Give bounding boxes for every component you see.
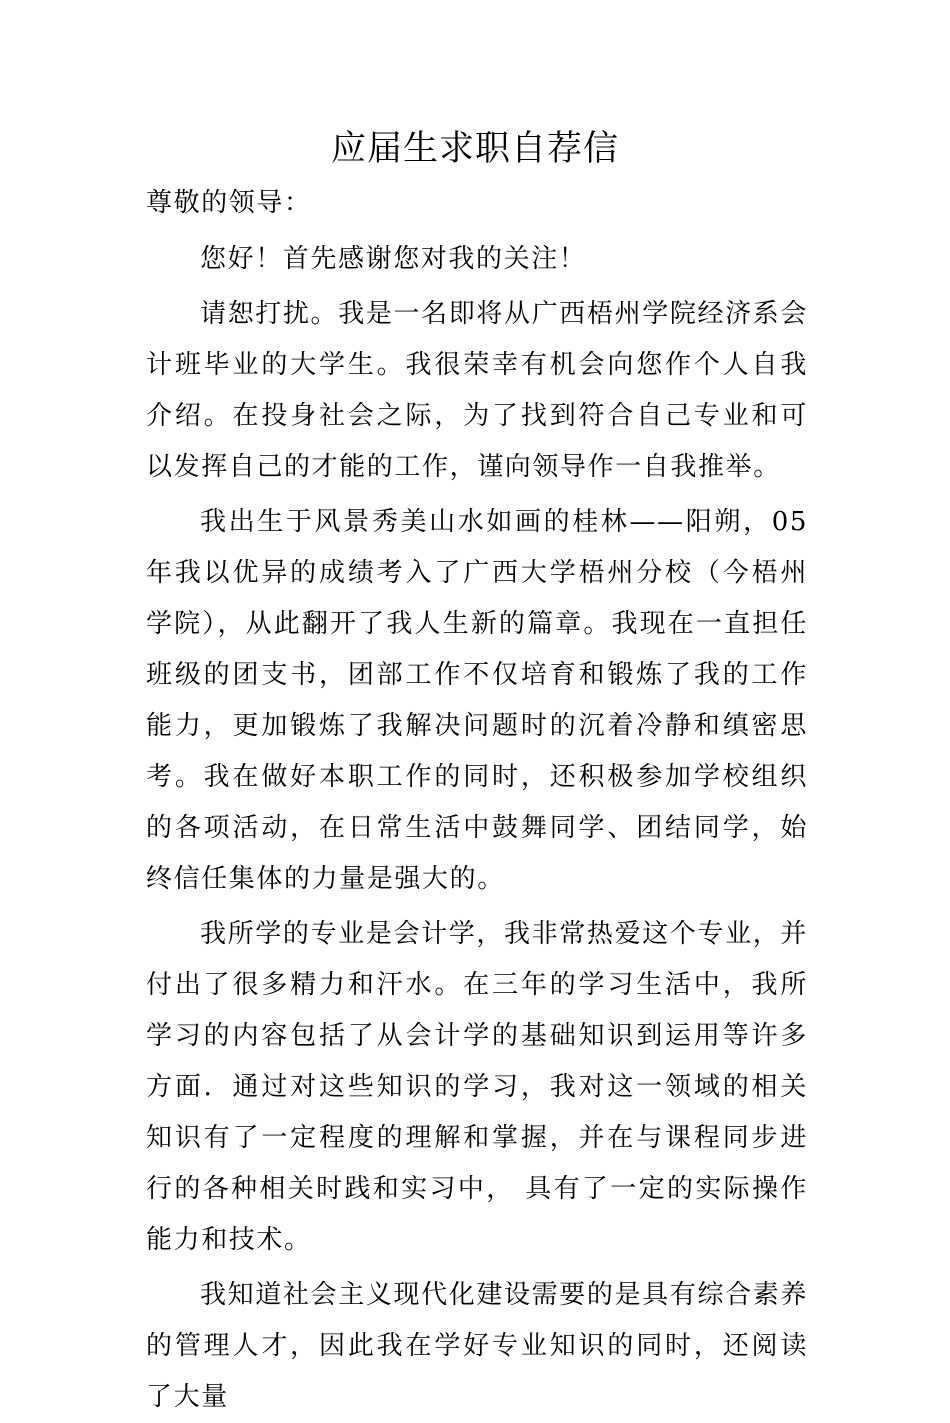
paragraph-introduction: 请恕打扰。我是一名即将从广西梧州学院经济系会计班毕业的大学生。我很荣幸有机会向您作个人自我介绍。在投身社会之际，为了找到符合自己专业和可以发挥自己的才能的工作，谨向领导作一自我推举。 [146, 299, 808, 482]
paragraph-background: 我出生于风景秀美山水如画的桂林——阳朔，05年我以优异的成绩考入了广西大学梧州分校（今梧州学院），从此翻开了我人生新的篇章。我现在一直担任班级的团支书，团部工作不仅培育和锻炼了我的工作能力，更加锻炼了我解决问题时的沉着冷静和缜密思考。我在做好本职工作的同时，还积极参加学校组织的各项活动，在日常生活中鼓舞同学、团结同学，始终信任集体的力量是强大的。 [146, 507, 808, 894]
paragraph-skills: 我知道社会主义现代化建设需要的是具有综合素养的管理人才，因此我在学好专业知识的同时，还阅读了大量 [146, 1280, 808, 1412]
greeting-paragraph: 您好！首先感谢您对我的关注！ [200, 244, 587, 274]
paragraph-major: 我所学的专业是会计学，我非常热爱这个专业，并付出了很多精力和汗水。在三年的学习生活中，我所学习的内容包括了从会计学的基础知识到运用等许多方面．通过对这些知识的学习，我对这一领域的相关知识有了一定程度的理解和掌握，并在与课程同步进行的各种相关时践和实习中， 具有了一定的实际操作能力和技术。 [146, 919, 808, 1255]
salutation: 尊敬的领导： [146, 188, 312, 218]
letter-body [146, 178, 808, 1423]
document-title: 应届生求职自荐信 [330, 129, 619, 169]
